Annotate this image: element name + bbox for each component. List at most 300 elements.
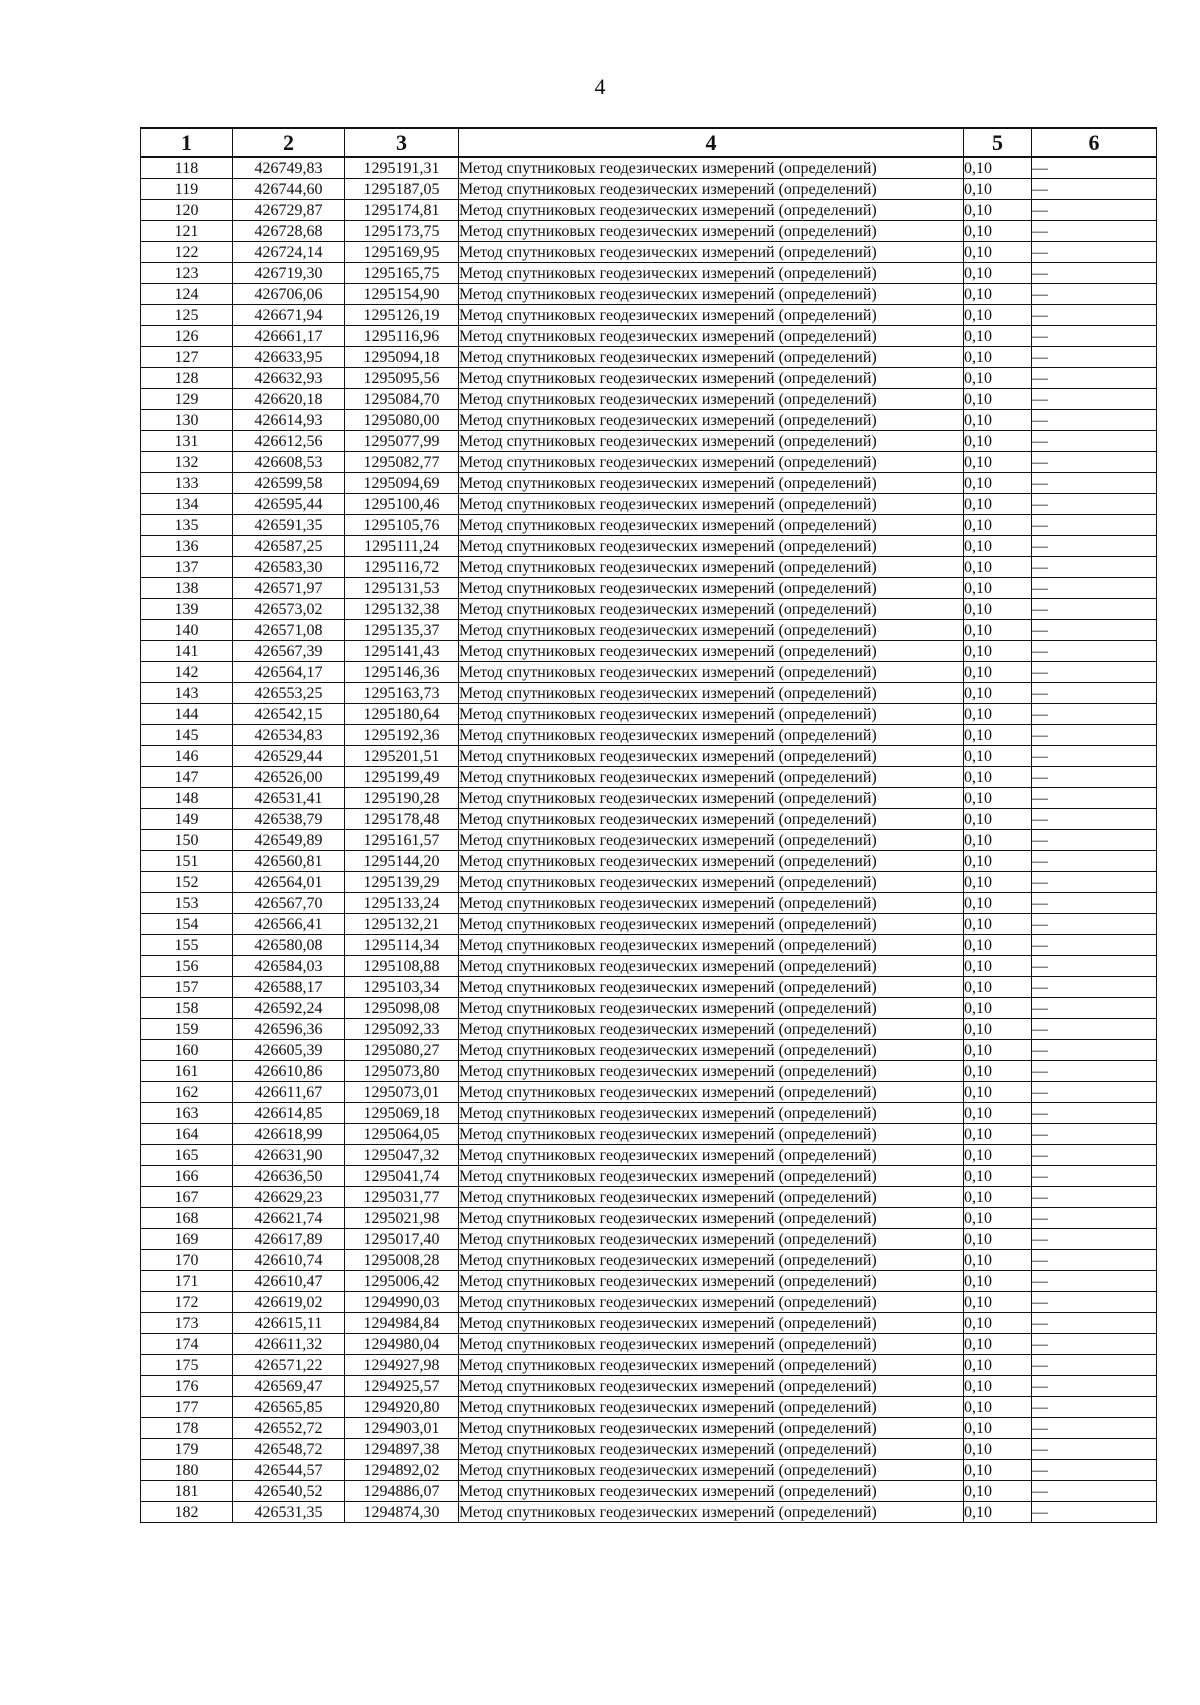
description-cell: —: [1032, 725, 1157, 746]
x-coordinate-cell: 426633,95: [233, 347, 345, 368]
table-row: [141, 431, 1157, 452]
table-row: [141, 1166, 1157, 1187]
method-cell: Метод спутниковых геодезических измерений (определений): [459, 452, 964, 473]
method-cell: Метод спутниковых геодезических измерений (определений): [459, 263, 964, 284]
x-coordinate-cell: 426744,60: [233, 179, 345, 200]
y-coordinate-cell: 1295146,36: [345, 662, 459, 683]
x-coordinate-cell: 426620,18: [233, 389, 345, 410]
point-number-cell: 120: [141, 200, 233, 221]
point-number-cell: 130: [141, 410, 233, 431]
description-cell: —: [1032, 620, 1157, 641]
accuracy-cell: 0,10: [964, 368, 1032, 389]
description-cell: —: [1032, 788, 1157, 809]
y-coordinate-cell: 1295077,99: [345, 431, 459, 452]
method-cell: Метод спутниковых геодезических измерений (определений): [459, 1229, 964, 1250]
accuracy-cell: 0,10: [964, 157, 1032, 179]
method-cell: Метод спутниковых геодезических измерений (определений): [459, 1334, 964, 1355]
x-coordinate-cell: 426596,36: [233, 1019, 345, 1040]
x-coordinate-cell: 426560,81: [233, 851, 345, 872]
accuracy-cell: 0,10: [964, 809, 1032, 830]
description-cell: —: [1032, 179, 1157, 200]
description-cell: —: [1032, 935, 1157, 956]
table-header: [141, 128, 1157, 157]
method-cell: Метод спутниковых геодезических измерений (определений): [459, 956, 964, 977]
table-row: [141, 1502, 1157, 1523]
method-cell: Метод спутниковых геодезических измерений (определений): [459, 1376, 964, 1397]
method-cell: Метод спутниковых геодезических измерений (определений): [459, 1040, 964, 1061]
table-row: [141, 1124, 1157, 1145]
point-number-cell: 176: [141, 1376, 233, 1397]
y-coordinate-cell: 1295064,05: [345, 1124, 459, 1145]
method-cell: Метод спутниковых геодезических измерений (определений): [459, 1187, 964, 1208]
description-cell: —: [1032, 914, 1157, 935]
accuracy-cell: 0,10: [964, 326, 1032, 347]
method-cell: Метод спутниковых геодезических измерений (определений): [459, 1103, 964, 1124]
point-number-cell: 151: [141, 851, 233, 872]
description-cell: —: [1032, 1397, 1157, 1418]
point-number-cell: 123: [141, 263, 233, 284]
point-number-cell: 162: [141, 1082, 233, 1103]
method-cell: Метод спутниковых геодезических измерений (определений): [459, 347, 964, 368]
table-body: [141, 157, 1157, 1523]
table-row: [141, 1292, 1157, 1313]
point-number-cell: 126: [141, 326, 233, 347]
table-row: [141, 1355, 1157, 1376]
x-coordinate-cell: 426621,74: [233, 1208, 345, 1229]
method-cell: Метод спутниковых геодезических измерений (определений): [459, 221, 964, 242]
x-coordinate-cell: 426529,44: [233, 746, 345, 767]
point-number-cell: 124: [141, 284, 233, 305]
accuracy-cell: 0,10: [964, 767, 1032, 788]
description-cell: —: [1032, 830, 1157, 851]
description-cell: —: [1032, 1502, 1157, 1523]
point-number-cell: 119: [141, 179, 233, 200]
y-coordinate-cell: 1295133,24: [345, 893, 459, 914]
table-row: [141, 536, 1157, 557]
y-coordinate-cell: 1295132,38: [345, 599, 459, 620]
accuracy-cell: 0,10: [964, 452, 1032, 473]
description-cell: —: [1032, 767, 1157, 788]
point-number-cell: 129: [141, 389, 233, 410]
y-coordinate-cell: 1295080,00: [345, 410, 459, 431]
table-row: [141, 1019, 1157, 1040]
point-number-cell: 166: [141, 1166, 233, 1187]
accuracy-cell: 0,10: [964, 242, 1032, 263]
point-number-cell: 142: [141, 662, 233, 683]
y-coordinate-cell: 1295111,24: [345, 536, 459, 557]
table-row: [141, 725, 1157, 746]
y-coordinate-cell: 1295116,96: [345, 326, 459, 347]
x-coordinate-cell: 426548,72: [233, 1439, 345, 1460]
y-coordinate-cell: 1295135,37: [345, 620, 459, 641]
description-cell: —: [1032, 157, 1157, 179]
method-cell: Метод спутниковых геодезических измерений (определений): [459, 410, 964, 431]
point-number-cell: 163: [141, 1103, 233, 1124]
description-cell: —: [1032, 473, 1157, 494]
description-cell: —: [1032, 1460, 1157, 1481]
table-row: [141, 788, 1157, 809]
description-cell: —: [1032, 998, 1157, 1019]
accuracy-cell: 0,10: [964, 893, 1032, 914]
accuracy-cell: 0,10: [964, 1439, 1032, 1460]
y-coordinate-cell: 1295178,48: [345, 809, 459, 830]
x-coordinate-cell: 426549,89: [233, 830, 345, 851]
description-cell: —: [1032, 662, 1157, 683]
point-number-cell: 161: [141, 1061, 233, 1082]
table-row: [141, 1208, 1157, 1229]
description-cell: —: [1032, 452, 1157, 473]
point-number-cell: 152: [141, 872, 233, 893]
accuracy-cell: 0,10: [964, 1166, 1032, 1187]
y-coordinate-cell: 1294874,30: [345, 1502, 459, 1523]
point-number-cell: 122: [141, 242, 233, 263]
y-coordinate-cell: 1295180,64: [345, 704, 459, 725]
accuracy-cell: 0,10: [964, 1145, 1032, 1166]
table-row: [141, 305, 1157, 326]
description-cell: —: [1032, 683, 1157, 704]
table-row: [141, 683, 1157, 704]
accuracy-cell: 0,10: [964, 1019, 1032, 1040]
description-cell: —: [1032, 368, 1157, 389]
x-coordinate-cell: 426611,32: [233, 1334, 345, 1355]
table-row: [141, 200, 1157, 221]
description-cell: —: [1032, 1376, 1157, 1397]
table-row: [141, 1313, 1157, 1334]
accuracy-cell: 0,10: [964, 1313, 1032, 1334]
description-cell: —: [1032, 1103, 1157, 1124]
y-coordinate-cell: 1295031,77: [345, 1187, 459, 1208]
point-number-cell: 168: [141, 1208, 233, 1229]
table-row: [141, 620, 1157, 641]
header-cell-1: 1: [141, 128, 233, 157]
y-coordinate-cell: 1295131,53: [345, 578, 459, 599]
accuracy-cell: 0,10: [964, 1103, 1032, 1124]
table-row: [141, 830, 1157, 851]
accuracy-cell: 0,10: [964, 956, 1032, 977]
point-number-cell: 180: [141, 1460, 233, 1481]
accuracy-cell: 0,10: [964, 620, 1032, 641]
header-cell-2: 2: [233, 128, 345, 157]
point-number-cell: 136: [141, 536, 233, 557]
method-cell: Метод спутниковых геодезических измерений (определений): [459, 431, 964, 452]
point-number-cell: 134: [141, 494, 233, 515]
method-cell: Метод спутниковых геодезических измерений (определений): [459, 157, 964, 179]
description-cell: —: [1032, 1292, 1157, 1313]
method-cell: Метод спутниковых геодезических измерений (определений): [459, 935, 964, 956]
accuracy-cell: 0,10: [964, 200, 1032, 221]
method-cell: Метод спутниковых геодезических измерений (определений): [459, 368, 964, 389]
method-cell: Метод спутниковых геодезических измерений (определений): [459, 515, 964, 536]
x-coordinate-cell: 426661,17: [233, 326, 345, 347]
description-cell: —: [1032, 305, 1157, 326]
accuracy-cell: 0,10: [964, 1229, 1032, 1250]
description-cell: —: [1032, 704, 1157, 725]
y-coordinate-cell: 1295021,98: [345, 1208, 459, 1229]
y-coordinate-cell: 1295017,40: [345, 1229, 459, 1250]
table-row: [141, 893, 1157, 914]
table-row: [141, 998, 1157, 1019]
table-row: [141, 473, 1157, 494]
x-coordinate-cell: 426567,70: [233, 893, 345, 914]
point-number-cell: 177: [141, 1397, 233, 1418]
accuracy-cell: 0,10: [964, 935, 1032, 956]
table-row: [141, 1187, 1157, 1208]
method-cell: Метод спутниковых геодезических измерений (определений): [459, 767, 964, 788]
accuracy-cell: 0,10: [964, 1355, 1032, 1376]
point-number-cell: 156: [141, 956, 233, 977]
description-cell: —: [1032, 389, 1157, 410]
accuracy-cell: 0,10: [964, 746, 1032, 767]
point-number-cell: 167: [141, 1187, 233, 1208]
y-coordinate-cell: 1295095,56: [345, 368, 459, 389]
y-coordinate-cell: 1295100,46: [345, 494, 459, 515]
accuracy-cell: 0,10: [964, 263, 1032, 284]
point-number-cell: 135: [141, 515, 233, 536]
x-coordinate-cell: 426608,53: [233, 452, 345, 473]
x-coordinate-cell: 426610,47: [233, 1271, 345, 1292]
x-coordinate-cell: 426617,89: [233, 1229, 345, 1250]
point-number-cell: 143: [141, 683, 233, 704]
table-row: [141, 1376, 1157, 1397]
table-row: [141, 242, 1157, 263]
table-row: [141, 1082, 1157, 1103]
accuracy-cell: 0,10: [964, 431, 1032, 452]
accuracy-cell: 0,10: [964, 1187, 1032, 1208]
method-cell: Метод спутниковых геодезических измерений (определений): [459, 284, 964, 305]
x-coordinate-cell: 426724,14: [233, 242, 345, 263]
y-coordinate-cell: 1295094,18: [345, 347, 459, 368]
point-number-cell: 165: [141, 1145, 233, 1166]
x-coordinate-cell: 426564,01: [233, 872, 345, 893]
point-number-cell: 140: [141, 620, 233, 641]
table-row: [141, 746, 1157, 767]
point-number-cell: 174: [141, 1334, 233, 1355]
method-cell: Метод спутниковых геодезических измерений (определений): [459, 1082, 964, 1103]
method-cell: Метод спутниковых геодезических измерений (определений): [459, 557, 964, 578]
table-row: [141, 557, 1157, 578]
point-number-cell: 173: [141, 1313, 233, 1334]
x-coordinate-cell: 426592,24: [233, 998, 345, 1019]
coordinates-table: [140, 127, 1157, 1523]
table-row: [141, 1250, 1157, 1271]
y-coordinate-cell: 1295161,57: [345, 830, 459, 851]
method-cell: Метод спутниковых геодезических измерений (определений): [459, 851, 964, 872]
method-cell: Метод спутниковых геодезических измерений (определений): [459, 830, 964, 851]
y-coordinate-cell: 1295116,72: [345, 557, 459, 578]
table-row: [141, 1103, 1157, 1124]
description-cell: —: [1032, 1019, 1157, 1040]
method-cell: Метод спутниковых геодезических измерений (определений): [459, 872, 964, 893]
description-cell: —: [1032, 1271, 1157, 1292]
x-coordinate-cell: 426571,22: [233, 1355, 345, 1376]
x-coordinate-cell: 426636,50: [233, 1166, 345, 1187]
point-number-cell: 179: [141, 1439, 233, 1460]
x-coordinate-cell: 426749,83: [233, 157, 345, 179]
x-coordinate-cell: 426587,25: [233, 536, 345, 557]
y-coordinate-cell: 1294897,38: [345, 1439, 459, 1460]
table-row: [141, 179, 1157, 200]
x-coordinate-cell: 426538,79: [233, 809, 345, 830]
point-number-cell: 125: [141, 305, 233, 326]
table-row: [141, 157, 1157, 179]
method-cell: Метод спутниковых геодезических измерений (определений): [459, 494, 964, 515]
y-coordinate-cell: 1295187,05: [345, 179, 459, 200]
x-coordinate-cell: 426567,39: [233, 641, 345, 662]
accuracy-cell: 0,10: [964, 1460, 1032, 1481]
method-cell: Метод спутниковых геодезических измерений (определений): [459, 683, 964, 704]
method-cell: Метод спутниковых геодезических измерений (определений): [459, 1502, 964, 1523]
description-cell: —: [1032, 242, 1157, 263]
description-cell: —: [1032, 1208, 1157, 1229]
method-cell: Метод спутниковых геодезических измерений (определений): [459, 704, 964, 725]
accuracy-cell: 0,10: [964, 221, 1032, 242]
x-coordinate-cell: 426591,35: [233, 515, 345, 536]
x-coordinate-cell: 426531,41: [233, 788, 345, 809]
y-coordinate-cell: 1295073,80: [345, 1061, 459, 1082]
x-coordinate-cell: 426566,41: [233, 914, 345, 935]
x-coordinate-cell: 426719,30: [233, 263, 345, 284]
table-row: [141, 515, 1157, 536]
x-coordinate-cell: 426534,83: [233, 725, 345, 746]
accuracy-cell: 0,10: [964, 662, 1032, 683]
table-row: [141, 1334, 1157, 1355]
y-coordinate-cell: 1295073,01: [345, 1082, 459, 1103]
x-coordinate-cell: 426552,72: [233, 1418, 345, 1439]
accuracy-cell: 0,10: [964, 1334, 1032, 1355]
point-number-cell: 171: [141, 1271, 233, 1292]
point-number-cell: 127: [141, 347, 233, 368]
method-cell: Метод спутниковых геодезических измерений (определений): [459, 809, 964, 830]
x-coordinate-cell: 426706,06: [233, 284, 345, 305]
x-coordinate-cell: 426619,02: [233, 1292, 345, 1313]
description-cell: —: [1032, 431, 1157, 452]
method-cell: Метод спутниковых геодезических измерений (определений): [459, 1166, 964, 1187]
point-number-cell: 160: [141, 1040, 233, 1061]
header-cell-5: 5: [964, 128, 1032, 157]
y-coordinate-cell: 1294990,03: [345, 1292, 459, 1313]
x-coordinate-cell: 426629,23: [233, 1187, 345, 1208]
accuracy-cell: 0,10: [964, 1397, 1032, 1418]
x-coordinate-cell: 426612,56: [233, 431, 345, 452]
description-cell: —: [1032, 221, 1157, 242]
description-cell: —: [1032, 1187, 1157, 1208]
method-cell: Метод спутниковых геодезических измерений (определений): [459, 1292, 964, 1313]
accuracy-cell: 0,10: [964, 1271, 1032, 1292]
y-coordinate-cell: 1294886,07: [345, 1481, 459, 1502]
y-coordinate-cell: 1295082,77: [345, 452, 459, 473]
x-coordinate-cell: 426531,35: [233, 1502, 345, 1523]
point-number-cell: 147: [141, 767, 233, 788]
description-cell: —: [1032, 641, 1157, 662]
description-cell: —: [1032, 1250, 1157, 1271]
x-coordinate-cell: 426542,15: [233, 704, 345, 725]
method-cell: Метод спутниковых геодезических измерений (определений): [459, 1397, 964, 1418]
accuracy-cell: 0,10: [964, 1418, 1032, 1439]
method-cell: Метод спутниковых геодезических измерений (определений): [459, 1250, 964, 1271]
table-row: [141, 389, 1157, 410]
point-number-cell: 128: [141, 368, 233, 389]
y-coordinate-cell: 1295154,90: [345, 284, 459, 305]
point-number-cell: 139: [141, 599, 233, 620]
accuracy-cell: 0,10: [964, 536, 1032, 557]
accuracy-cell: 0,10: [964, 1376, 1032, 1397]
description-cell: —: [1032, 1355, 1157, 1376]
description-cell: —: [1032, 326, 1157, 347]
table-row: [141, 1481, 1157, 1502]
method-cell: Метод спутниковых геодезических измерений (определений): [459, 1355, 964, 1376]
accuracy-cell: 0,10: [964, 599, 1032, 620]
x-coordinate-cell: 426544,57: [233, 1460, 345, 1481]
point-number-cell: 154: [141, 914, 233, 935]
accuracy-cell: 0,10: [964, 998, 1032, 1019]
table-row: [141, 872, 1157, 893]
description-cell: —: [1032, 410, 1157, 431]
y-coordinate-cell: 1295190,28: [345, 788, 459, 809]
description-cell: —: [1032, 347, 1157, 368]
accuracy-cell: 0,10: [964, 830, 1032, 851]
point-number-cell: 175: [141, 1355, 233, 1376]
y-coordinate-cell: 1295069,18: [345, 1103, 459, 1124]
x-coordinate-cell: 426615,11: [233, 1313, 345, 1334]
method-cell: Метод спутниковых геодезических измерений (определений): [459, 1271, 964, 1292]
header-row: [141, 128, 1157, 157]
method-cell: Метод спутниковых геодезических измерений (определений): [459, 242, 964, 263]
method-cell: Метод спутниковых геодезических измерений (определений): [459, 662, 964, 683]
description-cell: —: [1032, 1418, 1157, 1439]
x-coordinate-cell: 426588,17: [233, 977, 345, 998]
accuracy-cell: 0,10: [964, 1082, 1032, 1103]
method-cell: Метод спутниковых геодезических измерений (определений): [459, 1124, 964, 1145]
description-cell: —: [1032, 1481, 1157, 1502]
y-coordinate-cell: 1295084,70: [345, 389, 459, 410]
accuracy-cell: 0,10: [964, 179, 1032, 200]
table-row: [141, 263, 1157, 284]
x-coordinate-cell: 426610,86: [233, 1061, 345, 1082]
y-coordinate-cell: 1294984,84: [345, 1313, 459, 1334]
accuracy-cell: 0,10: [964, 1250, 1032, 1271]
table-row: [141, 956, 1157, 977]
x-coordinate-cell: 426671,94: [233, 305, 345, 326]
description-cell: —: [1032, 578, 1157, 599]
method-cell: Метод спутниковых геодезических измерений (определений): [459, 326, 964, 347]
x-coordinate-cell: 426631,90: [233, 1145, 345, 1166]
y-coordinate-cell: 1295006,42: [345, 1271, 459, 1292]
table-row: [141, 851, 1157, 872]
table-row: [141, 1145, 1157, 1166]
x-coordinate-cell: 426595,44: [233, 494, 345, 515]
method-cell: Метод спутниковых геодезических измерений (определений): [459, 1439, 964, 1460]
description-cell: —: [1032, 851, 1157, 872]
y-coordinate-cell: 1295174,81: [345, 200, 459, 221]
accuracy-cell: 0,10: [964, 410, 1032, 431]
x-coordinate-cell: 426580,08: [233, 935, 345, 956]
y-coordinate-cell: 1295098,08: [345, 998, 459, 1019]
description-cell: —: [1032, 536, 1157, 557]
point-number-cell: 181: [141, 1481, 233, 1502]
y-coordinate-cell: 1295191,31: [345, 157, 459, 179]
description-cell: —: [1032, 893, 1157, 914]
y-coordinate-cell: 1295173,75: [345, 221, 459, 242]
description-cell: —: [1032, 809, 1157, 830]
x-coordinate-cell: 426540,52: [233, 1481, 345, 1502]
point-number-cell: 150: [141, 830, 233, 851]
method-cell: Метод спутниковых геодезических измерений (определений): [459, 1208, 964, 1229]
x-coordinate-cell: 426610,74: [233, 1250, 345, 1271]
method-cell: Метод спутниковых геодезических измерений (определений): [459, 641, 964, 662]
method-cell: Метод спутниковых геодезических измерений (определений): [459, 1481, 964, 1502]
table-row: [141, 368, 1157, 389]
method-cell: Метод спутниковых геодезических измерений (определений): [459, 536, 964, 557]
